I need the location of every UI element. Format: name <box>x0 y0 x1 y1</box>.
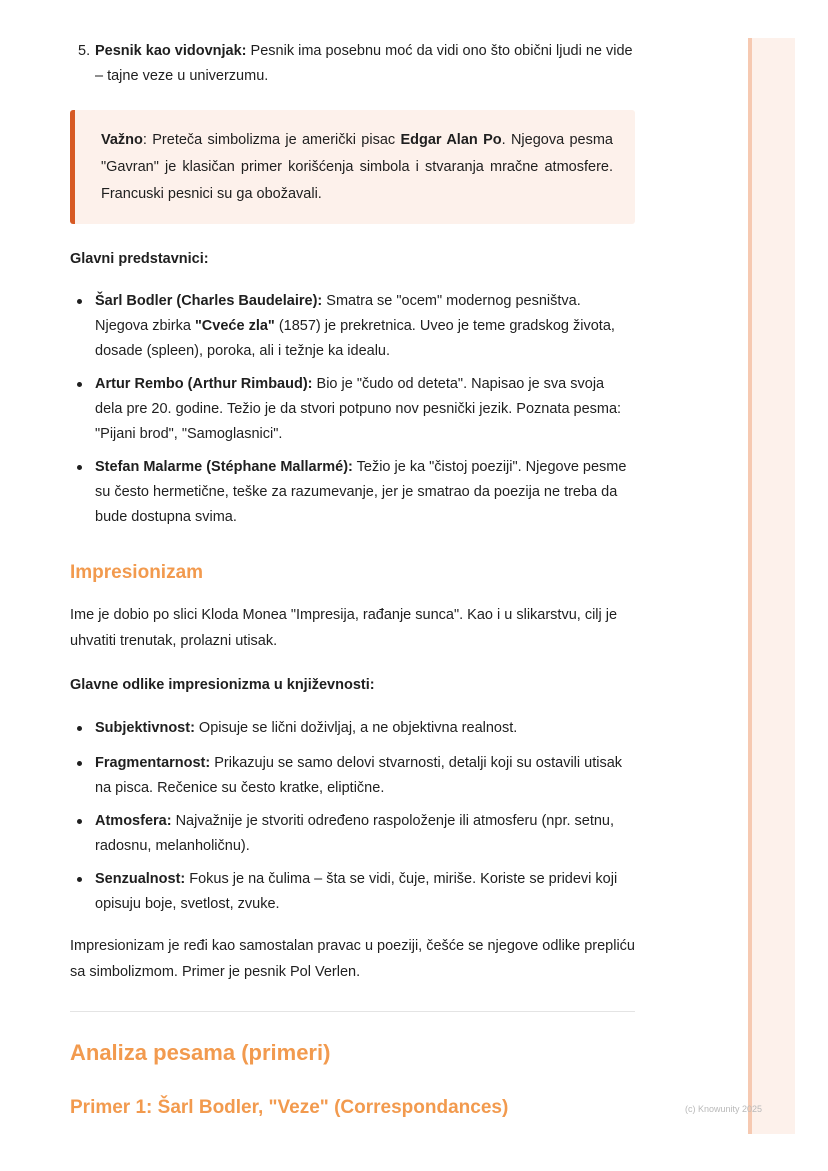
list-item <box>70 809 635 859</box>
important-callout <box>70 110 635 224</box>
representative-text: Težio je ka "čistoj poeziji". Njegove pesme su često hermetične, teške za razumevanje, jer je smatrao da poezija ne treba da bude dostupna svima. <box>95 459 627 525</box>
copyright-footer: (c) Knowunity 2025 <box>685 1104 763 1114</box>
feature-term: Senzualnost: <box>95 871 186 887</box>
impressionism-outro: Impresionizam je ređi kao samostalan pravac u poeziji, češće se njegove odlike prepliću sa simbolizmom. Primer je pesnik Pol Verlen. <box>70 938 635 980</box>
list-item <box>70 455 635 530</box>
representatives-list <box>70 289 635 530</box>
feature-text: Opisuje se lični doživljaj, a ne objektivna realnost. <box>194 720 518 736</box>
bullet-icon <box>77 877 82 882</box>
list-item <box>70 372 635 447</box>
collection-title: "Cveće zla" <box>194 318 275 334</box>
analysis-title: Analiza pesama (primeri) <box>70 1040 331 1065</box>
features-list <box>70 716 635 917</box>
example-1-title: Primer 1: Šarl Bodler, "Veze" (Correspondances) <box>70 1097 509 1118</box>
representative-name: Šarl Bodler (Charles Baudelaire): <box>95 293 323 309</box>
bullet-icon <box>77 465 82 470</box>
representatives-heading: Glavni predstavnici: <box>70 251 209 267</box>
feature-text: Fokus je na čulima – šta se vidi, čuje, miriše. Koriste se pridevi koji opisuju boje, svetlost, zvuke. <box>95 871 618 912</box>
section-divider <box>70 1011 635 1012</box>
bullet-icon <box>77 299 82 304</box>
page-side-margin <box>748 38 795 1134</box>
item-title: Pesnik kao vidovnjak: <box>95 43 247 59</box>
callout-author: Edgar Alan Po <box>400 132 502 148</box>
feature-text: Najvažnije je stvoriti određeno raspoloženje ili atmosferu (npr. setnu, radosnu, melanholičnu). <box>95 813 615 854</box>
representative-text: Smatra se "ocem" modernog pesništva. Njegova zbirka <box>95 293 581 334</box>
list-item <box>70 289 635 364</box>
representative-text: (1857) je prekretnica. Uveo je teme gradskog života, dosade (spleen), poroka, ali i težnje ka idealu. <box>95 318 615 359</box>
list-item <box>70 751 635 801</box>
list-item <box>70 867 635 917</box>
list-item <box>70 716 635 741</box>
impressionism-title: Impresionizam <box>70 562 204 583</box>
feature-term: Subjektivnost: <box>95 720 195 736</box>
item-text: Pesnik ima posebnu moć da vidi ono što obični ljudi ne vide – tajne veze u univerzumu. <box>95 43 633 84</box>
feature-text: Prikazuju se samo delovi stvarnosti, detalji koji su ostavili utisak na pisca. Rečenice su često kratke, eliptične. <box>95 755 623 796</box>
bullet-icon <box>77 726 82 731</box>
list-number: 5. <box>78 43 91 59</box>
impressionism-intro: Ime je dobio po slici Kloda Monea "Impresija, rađanje sunca". Kao i u slikarstvu, cilj je uhvatiti trenutak, prolazni utisak. <box>70 607 618 649</box>
features-heading: Glavne odlike impresionizma u književnosti: <box>70 677 375 693</box>
callout-text: . Njegova pesma "Gavran" je klasičan primer korišćenja simbola i stvaranja mračne atmosfere. Francuski pesnici su ga obožavali. <box>101 132 613 202</box>
bullet-icon <box>77 761 82 766</box>
bullet-icon <box>77 819 82 824</box>
representative-name: Stefan Malarme (Stéphane Mallarmé): <box>95 459 353 475</box>
representative-text: Bio je "čudo od deteta". Napisao je sva svoja dela pre 20. godine. Težio je da stvori potpuno nov pesnički jezik. Poznata pesma: "Pijani brod", "Samoglasnici". <box>95 376 622 442</box>
callout-label: Važno <box>101 132 143 148</box>
callout-text: : Preteča simbolizma je američki pisac <box>142 132 401 148</box>
feature-term: Fragmentarnost: <box>95 755 211 771</box>
numbered-list-item <box>78 39 635 89</box>
bullet-icon <box>77 382 82 387</box>
feature-term: Atmosfera: <box>95 813 172 829</box>
representative-name: Artur Rembo (Arthur Rimbaud): <box>95 376 313 392</box>
